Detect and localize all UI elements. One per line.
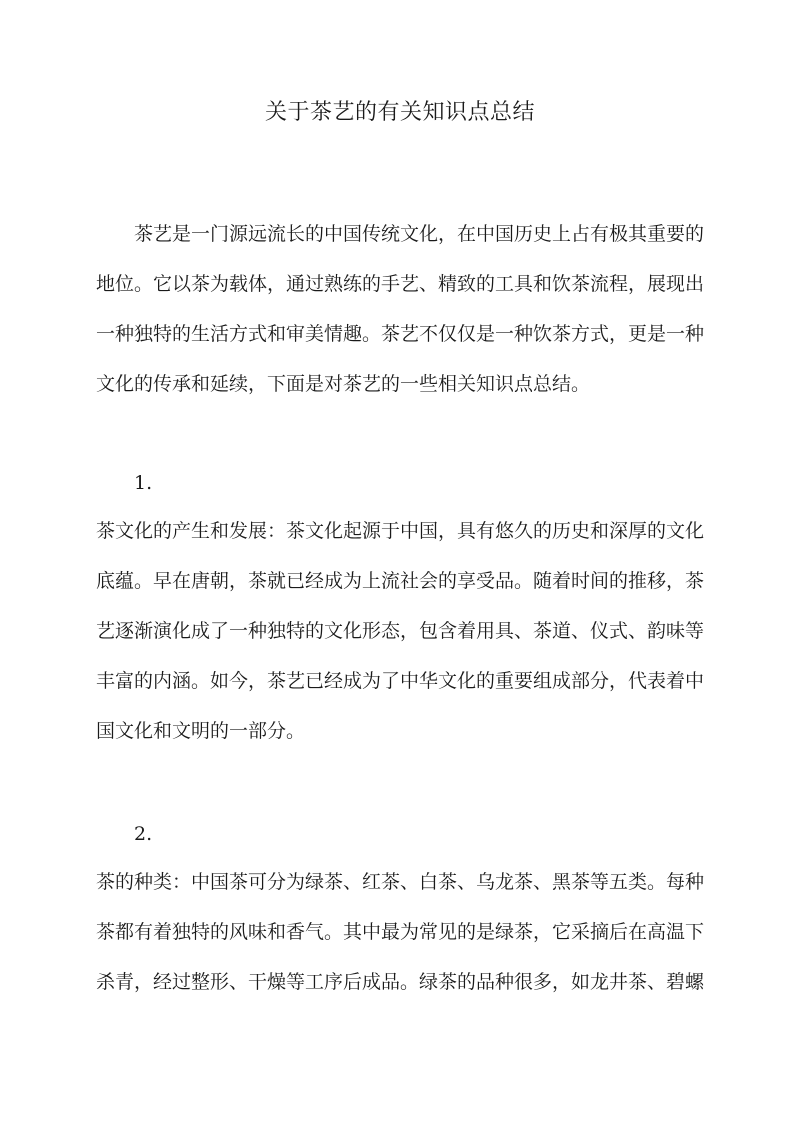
intro-paragraph: 茶艺是一门源远流长的中国传统文化，在中国历史上占有极其重要的地位。它以茶为载体，通过熟练的手艺、精致的工具和饮茶流程，展现出一种独特的生活方式和审美情趣。茶艺不仅仅是一种饮茶方式，更是一种文化的传承和延续，下面是对茶艺的一些相关知识点总结。 xyxy=(96,223,705,395)
section-paragraph: 茶文化的产生和发展：茶文化起源于中国，具有悠久的历史和深厚的文化底蕴。早在唐朝，茶就已经成为上流社会的享受品。随着时间的推移，茶艺逐渐演化成了一种独特的文化形态，包含着用具、茶道、仪式、韵味等丰富的内涵。如今，茶艺已经成为了中华文化的重要组成部分，代表着中国文化和文明的一部分。 xyxy=(96,520,705,742)
page-title: 关于茶艺的有关知识点总结 xyxy=(264,100,535,125)
section-number: 2. xyxy=(134,823,153,845)
section-number: 1. xyxy=(134,472,153,494)
section-paragraph: 茶的种类：中国茶可分为绿茶、红茶、白茶、乌龙茶、黑茶等五类。每种茶都有着独特的风味和香气。其中最为常见的是绿茶，它采摘后在高温下杀青，经过整形、干燥等工序后成品。绿茶的品种很多，如龙井茶、碧螺 xyxy=(96,871,705,993)
